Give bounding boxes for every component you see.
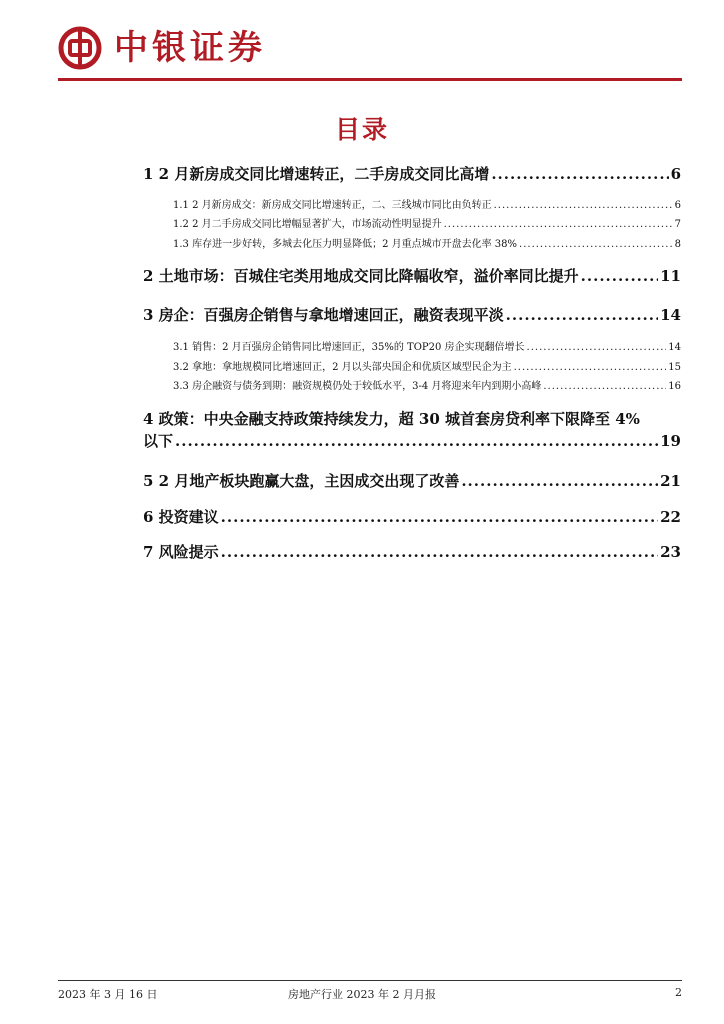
toc-entry-1-1[interactable]: 1.1 2 月新房成交：新房成交同比增速转正，二、三线城市同比由负转正 ..... 6 (173, 199, 681, 213)
footer-divider (58, 980, 682, 981)
toc-entry-1-3[interactable]: 1.3 库存进一步好转，多城去化压力明显降低；2 月重点城市开盘去化率 38% ..... 8 (173, 238, 681, 252)
toc-entry-4[interactable] (143, 408, 681, 452)
brand-name: 中银证券 (114, 28, 266, 68)
toc-title: 目录 (334, 115, 389, 144)
toc-entry-2[interactable]: 2 土地市场：百城住宅类用地成交同比降幅收窄，溢价率同比提升 ..... 11 (143, 266, 681, 286)
toc-entry-3[interactable]: 3 房企：百强房企销售与拿地增速回正，融资表现平淡 ..... 14 (143, 305, 681, 325)
bank-of-china-logo-icon (58, 26, 102, 70)
header-divider (58, 78, 682, 81)
toc-entry-3-2[interactable]: 3.2 拿地：拿地规模同比增速回正，2 月以头部央国企和优质区域型民企为主 ..... 15 (173, 361, 681, 375)
toc-entry-1-2[interactable]: 1.2 2 月二手房成交同比增幅显著扩大，市场流动性明显提升 ..... 7 (173, 218, 681, 232)
toc-entry-4-line1: 4 政策：中央金融支持政策持续发力，超 30 城首套房贷利率下限降至 4% (143, 410, 640, 428)
footer-date: 2023 年 3 月 16 日 (58, 988, 158, 1001)
toc-entry-6[interactable]: 6 投资建议 ..... 22 (143, 507, 681, 527)
toc-entry-1[interactable]: 1 2 月新房成交同比增速转正，二手房成交同比高增 ..... 6 (143, 164, 681, 184)
toc-entry-5[interactable]: 5 2 月地产板块跑赢大盘，主因成交出现了改善 ..... 21 (143, 471, 681, 491)
toc-entry-3-1[interactable]: 3.1 销售：2 月百强房企销售同比增速回正，35%的 TOP20 房企实现翻倍增长 ..... 14 (173, 341, 681, 355)
page-header (58, 20, 682, 80)
toc-entry-7[interactable]: 7 风险提示 ..... 23 (143, 542, 681, 562)
footer-report-title: 房地产行业 2023 年 2 月月报 (288, 988, 436, 1001)
toc-entry-4-line2: 以下 ..... 19 (143, 430, 681, 452)
toc-entry-3-3[interactable]: 3.3 房企融资与债务到期：融资规模仍处于较低水平，3-4 月将迎来年内到期小高峰 ..... 16 (173, 380, 681, 394)
footer-page-number: 2 (675, 986, 682, 999)
